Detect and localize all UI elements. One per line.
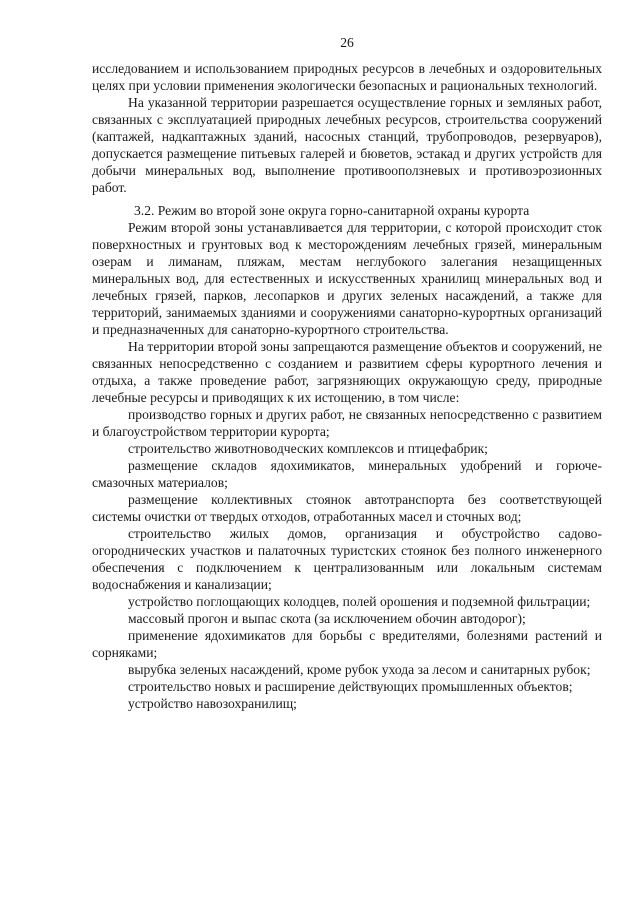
list-item: устройство навозохранилищ;	[128, 696, 297, 711]
list-item: строительство новых и расширение действующих промышленных объектов;	[128, 679, 573, 694]
paragraph-permitted-works: На указанной территории разрешается осуществление горных и земляных работ, связанных с эксплуатацией природных лечебных ресурсов, строительства сооружений (каптажей, надкаптажных зданий, насосных станций, трубопроводов, резервуаров), допускается размещение питьевых галерей и бюветов, эстакад и других устройств для добычи минеральных вод, выполнение противооползневых и противоэрозионных работ.	[92, 95, 602, 195]
list-item: размещение складов ядохимикатов, минеральных удобрений и горюче-смазочных материалов;	[92, 458, 602, 490]
list-item: массовый прогон и выпас скота (за исключением обочин автодорог);	[128, 611, 526, 626]
section-heading: 3.2. Режим во второй зоне округа горно-санитарной охраны курорта	[134, 203, 530, 218]
paragraph-continuation: исследованием и использованием природных ресурсов в лечебных и оздоровительных целях при условии применения экологически безопасных и рациональных технологий.	[92, 61, 602, 93]
paragraph-prohibitions: На территории второй зоны запрещаются размещение объектов и сооружений, не связанных непосредственно с созданием и развитием сферы курортного лечения и отдыха, а также проведение работ, загрязняющих окружающую среду, природные лечебные ресурсы и приводящих к их истощению, в том числе:	[92, 339, 602, 405]
page-number: 26	[340, 35, 354, 50]
list-item: вырубка зеленых насаждений, кроме рубок ухода за лесом и санитарных рубок;	[128, 662, 591, 677]
paragraph-zone-regime: Режим второй зоны устанавливается для территории, с которой происходит сток поверхностных и грунтовых вод к месторождениям лечебных грязей, минеральным озерам и лиманам, пляжам, местам неглубокого залегания незащищенных минеральных вод, для естественных и искусственных хранилищ минеральных вод и лечебных грязей, парков, лесопарков и других зеленых насаждений, а также для территорий, занимаемых зданиями и сооружениями санаторно-курортных организаций и предназначенных для санаторно-курортного строительства.	[92, 220, 602, 337]
list-item: устройство поглощающих колодцев, полей орошения и подземной фильтрации;	[128, 594, 591, 609]
list-item: строительство животноводческих комплексов и птицефабрик;	[128, 441, 488, 456]
list-item: производство горных и других работ, не связанных непосредственно с развитием и благоустройством территории курорта;	[92, 407, 602, 439]
prohibitions-list	[92, 406, 602, 712]
list-item: строительство жилых домов, организация и обустройство садово-огороднических участков и палаточных туристских стоянок без полного инженерного обеспечения с подключением к централизованным или локальным системам водоснабжения и канализации;	[92, 526, 602, 592]
list-item: размещение коллективных стоянок автотранспорта без соответствующей системы очистки от твердых отходов, отработанных масел и сточных вод;	[92, 492, 602, 524]
list-item: применение ядохимикатов для борьбы с вредителями, болезнями растений и сорняками;	[92, 628, 602, 660]
